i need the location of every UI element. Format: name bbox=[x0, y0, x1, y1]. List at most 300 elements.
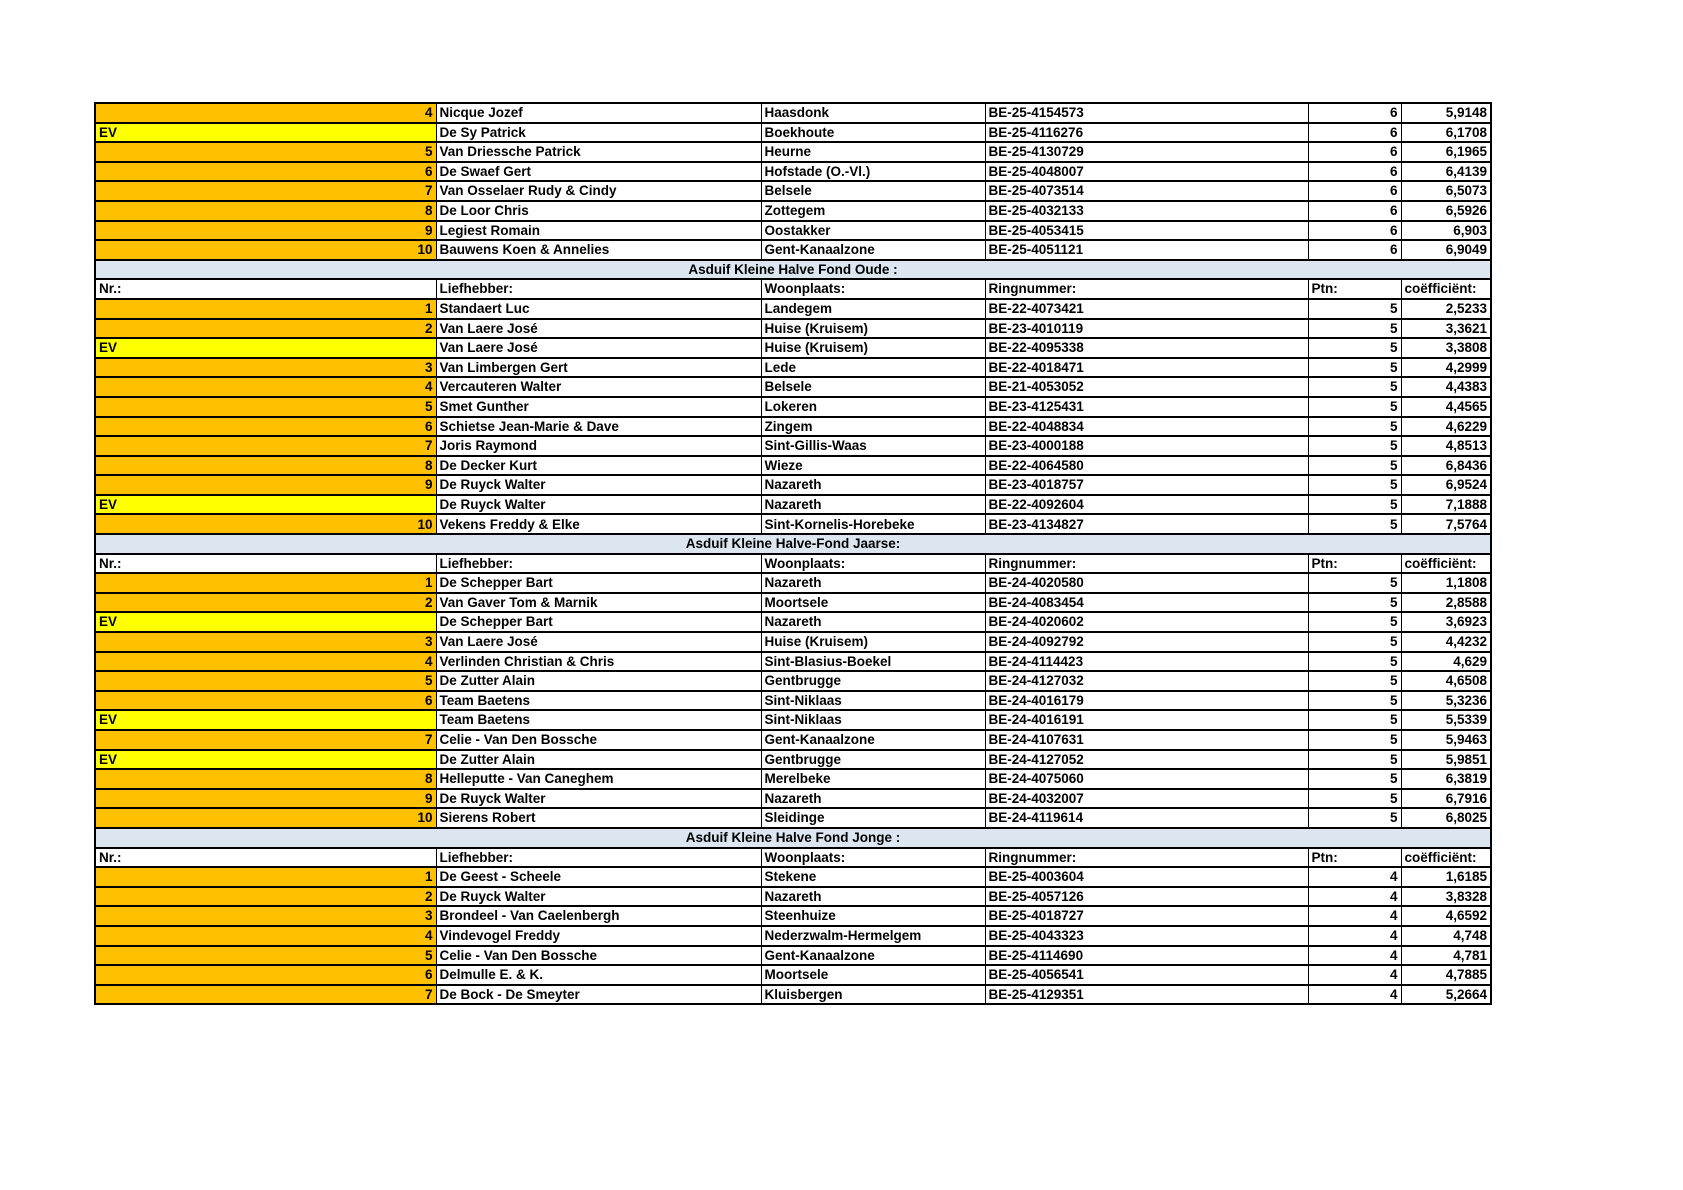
fancier-cell: De Swaef Gert bbox=[436, 162, 761, 182]
ring-number-cell: BE-25-4003604 bbox=[985, 867, 1308, 887]
points-cell: 4 bbox=[1308, 946, 1401, 966]
section-title: Asduif Kleine Halve Fond Jonge : bbox=[95, 828, 1491, 848]
points-cell: 5 bbox=[1308, 338, 1401, 358]
ring-number-cell: BE-24-4083454 bbox=[985, 593, 1308, 613]
place-cell: Kluisbergen bbox=[761, 985, 985, 1005]
ring-number-cell: BE-24-4075060 bbox=[985, 769, 1308, 789]
points-cell: 5 bbox=[1308, 789, 1401, 809]
ring-number-cell: BE-25-4130729 bbox=[985, 142, 1308, 162]
section-title: Asduif Kleine Halve Fond Oude : bbox=[95, 260, 1491, 280]
points-cell: 5 bbox=[1308, 299, 1401, 319]
table-row bbox=[95, 397, 1491, 417]
ev-cell: EV bbox=[95, 750, 436, 770]
fancier-cell: Helleputte - Van Caneghem bbox=[436, 769, 761, 789]
ring-number-cell: BE-23-4010119 bbox=[985, 319, 1308, 339]
ring-number-cell: BE-25-4056541 bbox=[985, 965, 1308, 985]
place-cell: Oostakker bbox=[761, 221, 985, 241]
place-cell: Huise (Kruisem) bbox=[761, 632, 985, 652]
column-header-woonplaats: Woonplaats: bbox=[761, 279, 985, 299]
ring-number-cell: BE-24-4119614 bbox=[985, 808, 1308, 828]
fancier-cell: De Ruyck Walter bbox=[436, 887, 761, 907]
coefficient-cell: 4,4383 bbox=[1401, 377, 1491, 397]
table-row bbox=[95, 514, 1491, 534]
ring-number-cell: BE-23-4134827 bbox=[985, 514, 1308, 534]
coefficient-cell: 1,1808 bbox=[1401, 573, 1491, 593]
ring-number-cell: BE-24-4114423 bbox=[985, 652, 1308, 672]
table-row bbox=[95, 495, 1491, 515]
points-cell: 5 bbox=[1308, 710, 1401, 730]
rank-cell: 3 bbox=[95, 906, 436, 926]
place-cell: Sint-Blasius-Boekel bbox=[761, 652, 985, 672]
points-cell: 5 bbox=[1308, 612, 1401, 632]
ev-cell: EV bbox=[95, 612, 436, 632]
table-row bbox=[95, 299, 1491, 319]
table-row bbox=[95, 730, 1491, 750]
points-cell: 5 bbox=[1308, 436, 1401, 456]
rank-cell: 2 bbox=[95, 593, 436, 613]
points-cell: 5 bbox=[1308, 358, 1401, 378]
place-cell: Wieze bbox=[761, 456, 985, 476]
fancier-cell: Smet Gunther bbox=[436, 397, 761, 417]
place-cell: Landegem bbox=[761, 299, 985, 319]
rank-cell: 6 bbox=[95, 417, 436, 437]
column-header-coefficient: coëfficiënt: bbox=[1401, 554, 1491, 574]
coefficient-cell: 6,1965 bbox=[1401, 142, 1491, 162]
column-header-ptn: Ptn: bbox=[1308, 279, 1401, 299]
points-cell: 6 bbox=[1308, 162, 1401, 182]
fancier-cell: Van Laere José bbox=[436, 319, 761, 339]
coefficient-cell: 6,8025 bbox=[1401, 808, 1491, 828]
table-row bbox=[95, 612, 1491, 632]
ring-number-cell: BE-24-4020602 bbox=[985, 612, 1308, 632]
fancier-cell: Celie - Van Den Bossche bbox=[436, 946, 761, 966]
table-row bbox=[95, 377, 1491, 397]
place-cell: Sleidinge bbox=[761, 808, 985, 828]
coefficient-cell: 3,8328 bbox=[1401, 887, 1491, 907]
coefficient-cell: 3,6923 bbox=[1401, 612, 1491, 632]
table-row bbox=[95, 358, 1491, 378]
rank-cell: 7 bbox=[95, 436, 436, 456]
section-band-row bbox=[95, 534, 1491, 554]
table-row bbox=[95, 710, 1491, 730]
rank-cell: 1 bbox=[95, 867, 436, 887]
column-header-liefhebber: Liefhebber: bbox=[436, 848, 761, 868]
coefficient-cell: 7,5764 bbox=[1401, 514, 1491, 534]
fancier-cell: De Ruyck Walter bbox=[436, 789, 761, 809]
coefficient-cell: 5,9148 bbox=[1401, 103, 1491, 123]
column-header-ptn: Ptn: bbox=[1308, 848, 1401, 868]
coefficient-cell: 4,6592 bbox=[1401, 906, 1491, 926]
ring-number-cell: BE-24-4032007 bbox=[985, 789, 1308, 809]
table-row bbox=[95, 162, 1491, 182]
place-cell: Belsele bbox=[761, 181, 985, 201]
table-row bbox=[95, 593, 1491, 613]
table-row bbox=[95, 750, 1491, 770]
coefficient-cell: 4,748 bbox=[1401, 926, 1491, 946]
fancier-cell: De Schepper Bart bbox=[436, 573, 761, 593]
fancier-cell: De Zutter Alain bbox=[436, 750, 761, 770]
place-cell: Zingem bbox=[761, 417, 985, 437]
column-header-nr: Nr.: bbox=[95, 848, 436, 868]
section-band-row bbox=[95, 260, 1491, 280]
ev-cell: EV bbox=[95, 123, 436, 143]
coefficient-cell: 4,781 bbox=[1401, 946, 1491, 966]
rank-cell: 10 bbox=[95, 808, 436, 828]
ring-number-cell: BE-22-4018471 bbox=[985, 358, 1308, 378]
fancier-cell: Schietse Jean-Marie & Dave bbox=[436, 417, 761, 437]
fancier-cell: De Zutter Alain bbox=[436, 671, 761, 691]
coefficient-cell: 4,4565 bbox=[1401, 397, 1491, 417]
place-cell: Boekhoute bbox=[761, 123, 985, 143]
table-row bbox=[95, 671, 1491, 691]
column-header-coefficient: coëfficiënt: bbox=[1401, 279, 1491, 299]
points-cell: 6 bbox=[1308, 221, 1401, 241]
coefficient-cell: 6,9524 bbox=[1401, 475, 1491, 495]
coefficient-cell: 3,3808 bbox=[1401, 338, 1491, 358]
column-header-ringnummer: Ringnummer: bbox=[985, 554, 1308, 574]
column-header-ringnummer: Ringnummer: bbox=[985, 848, 1308, 868]
ring-number-cell: BE-25-4051121 bbox=[985, 240, 1308, 260]
ring-number-cell: BE-25-4116276 bbox=[985, 123, 1308, 143]
fancier-cell: Van Laere José bbox=[436, 338, 761, 358]
points-cell: 5 bbox=[1308, 417, 1401, 437]
rank-cell: 6 bbox=[95, 965, 436, 985]
table-row bbox=[95, 436, 1491, 456]
coefficient-cell: 6,5926 bbox=[1401, 201, 1491, 221]
place-cell: Zottegem bbox=[761, 201, 985, 221]
fancier-cell: De Decker Kurt bbox=[436, 456, 761, 476]
points-cell: 4 bbox=[1308, 867, 1401, 887]
table-row bbox=[95, 887, 1491, 907]
place-cell: Nazareth bbox=[761, 789, 985, 809]
points-cell: 4 bbox=[1308, 906, 1401, 926]
points-cell: 5 bbox=[1308, 319, 1401, 339]
fancier-cell: De Ruyck Walter bbox=[436, 495, 761, 515]
place-cell: Lokeren bbox=[761, 397, 985, 417]
rank-cell: 5 bbox=[95, 142, 436, 162]
ring-number-cell: BE-22-4064580 bbox=[985, 456, 1308, 476]
points-cell: 5 bbox=[1308, 573, 1401, 593]
coefficient-cell: 5,3236 bbox=[1401, 691, 1491, 711]
ring-number-cell: BE-22-4092604 bbox=[985, 495, 1308, 515]
place-cell: Huise (Kruisem) bbox=[761, 338, 985, 358]
points-cell: 5 bbox=[1308, 730, 1401, 750]
table-row bbox=[95, 475, 1491, 495]
place-cell: Nazareth bbox=[761, 887, 985, 907]
coefficient-cell: 4,8513 bbox=[1401, 436, 1491, 456]
points-cell: 5 bbox=[1308, 397, 1401, 417]
fancier-cell: Van Gaver Tom & Marnik bbox=[436, 593, 761, 613]
table-row bbox=[95, 946, 1491, 966]
ring-number-cell: BE-25-4154573 bbox=[985, 103, 1308, 123]
column-header-liefhebber: Liefhebber: bbox=[436, 554, 761, 574]
points-cell: 5 bbox=[1308, 475, 1401, 495]
rank-cell: 7 bbox=[95, 985, 436, 1005]
points-cell: 5 bbox=[1308, 377, 1401, 397]
fancier-cell: Van Driessche Patrick bbox=[436, 142, 761, 162]
coefficient-cell: 2,5233 bbox=[1401, 299, 1491, 319]
table-row bbox=[95, 201, 1491, 221]
ring-number-cell: BE-21-4053052 bbox=[985, 377, 1308, 397]
ring-number-cell: BE-25-4053415 bbox=[985, 221, 1308, 241]
ring-number-cell: BE-24-4092792 bbox=[985, 632, 1308, 652]
table-row bbox=[95, 769, 1491, 789]
place-cell: Hofstade (O.-Vl.) bbox=[761, 162, 985, 182]
place-cell: Nederzwalm-Hermelgem bbox=[761, 926, 985, 946]
column-header-ptn: Ptn: bbox=[1308, 554, 1401, 574]
place-cell: Sint-Niklaas bbox=[761, 710, 985, 730]
rank-cell: 4 bbox=[95, 652, 436, 672]
ev-cell: EV bbox=[95, 338, 436, 358]
fancier-cell: De Sy Patrick bbox=[436, 123, 761, 143]
place-cell: Gentbrugge bbox=[761, 671, 985, 691]
rank-cell: 2 bbox=[95, 319, 436, 339]
coefficient-cell: 2,8588 bbox=[1401, 593, 1491, 613]
coefficient-cell: 4,6229 bbox=[1401, 417, 1491, 437]
column-header-liefhebber: Liefhebber: bbox=[436, 279, 761, 299]
rank-cell: 7 bbox=[95, 181, 436, 201]
fancier-cell: Van Limbergen Gert bbox=[436, 358, 761, 378]
fancier-cell: Van Osselaer Rudy & Cindy bbox=[436, 181, 761, 201]
rank-cell: 6 bbox=[95, 691, 436, 711]
coefficient-cell: 6,9049 bbox=[1401, 240, 1491, 260]
ring-number-cell: BE-24-4127032 bbox=[985, 671, 1308, 691]
place-cell: Haasdonk bbox=[761, 103, 985, 123]
ring-number-cell: BE-25-4032133 bbox=[985, 201, 1308, 221]
coefficient-cell: 5,2664 bbox=[1401, 985, 1491, 1005]
points-cell: 6 bbox=[1308, 142, 1401, 162]
place-cell: Stekene bbox=[761, 867, 985, 887]
place-cell: Gent-Kanaalzone bbox=[761, 946, 985, 966]
coefficient-cell: 4,6508 bbox=[1401, 671, 1491, 691]
column-header-row bbox=[95, 554, 1491, 574]
column-header-woonplaats: Woonplaats: bbox=[761, 554, 985, 574]
rank-cell: 5 bbox=[95, 946, 436, 966]
results-table bbox=[94, 102, 1492, 1005]
coefficient-cell: 4,2999 bbox=[1401, 358, 1491, 378]
column-header-ringnummer: Ringnummer: bbox=[985, 279, 1308, 299]
column-header-nr: Nr.: bbox=[95, 554, 436, 574]
table-row bbox=[95, 456, 1491, 476]
ring-number-cell: BE-24-4016179 bbox=[985, 691, 1308, 711]
table-row bbox=[95, 808, 1491, 828]
table-row bbox=[95, 319, 1491, 339]
rank-cell: 6 bbox=[95, 162, 436, 182]
fancier-cell: Vekens Freddy & Elke bbox=[436, 514, 761, 534]
coefficient-cell: 6,3819 bbox=[1401, 769, 1491, 789]
coefficient-cell: 5,9851 bbox=[1401, 750, 1491, 770]
place-cell: Lede bbox=[761, 358, 985, 378]
coefficient-cell: 3,3621 bbox=[1401, 319, 1491, 339]
column-header-row bbox=[95, 848, 1491, 868]
coefficient-cell: 6,7916 bbox=[1401, 789, 1491, 809]
table-row bbox=[95, 906, 1491, 926]
fancier-cell: Joris Raymond bbox=[436, 436, 761, 456]
fancier-cell: Verlinden Christian & Chris bbox=[436, 652, 761, 672]
rank-cell: 5 bbox=[95, 397, 436, 417]
points-cell: 5 bbox=[1308, 691, 1401, 711]
ring-number-cell: BE-25-4057126 bbox=[985, 887, 1308, 907]
points-cell: 5 bbox=[1308, 514, 1401, 534]
column-header-nr: Nr.: bbox=[95, 279, 436, 299]
place-cell: Nazareth bbox=[761, 475, 985, 495]
rank-cell: 7 bbox=[95, 730, 436, 750]
points-cell: 5 bbox=[1308, 769, 1401, 789]
ring-number-cell: BE-22-4073421 bbox=[985, 299, 1308, 319]
ev-cell: EV bbox=[95, 495, 436, 515]
points-cell: 6 bbox=[1308, 181, 1401, 201]
table-row bbox=[95, 338, 1491, 358]
coefficient-cell: 7,1888 bbox=[1401, 495, 1491, 515]
place-cell: Gentbrugge bbox=[761, 750, 985, 770]
rank-cell: 9 bbox=[95, 475, 436, 495]
fancier-cell: Legiest Romain bbox=[436, 221, 761, 241]
rank-cell: 2 bbox=[95, 887, 436, 907]
column-header-woonplaats: Woonplaats: bbox=[761, 848, 985, 868]
table-row bbox=[95, 985, 1491, 1005]
fancier-cell: Team Baetens bbox=[436, 710, 761, 730]
place-cell: Moortsele bbox=[761, 593, 985, 613]
rank-cell: 8 bbox=[95, 456, 436, 476]
ring-number-cell: BE-23-4000188 bbox=[985, 436, 1308, 456]
table-row bbox=[95, 652, 1491, 672]
place-cell: Huise (Kruisem) bbox=[761, 319, 985, 339]
ring-number-cell: BE-22-4048834 bbox=[985, 417, 1308, 437]
place-cell: Nazareth bbox=[761, 573, 985, 593]
rank-cell: 1 bbox=[95, 299, 436, 319]
rank-cell: 9 bbox=[95, 789, 436, 809]
points-cell: 5 bbox=[1308, 495, 1401, 515]
coefficient-cell: 4,7885 bbox=[1401, 965, 1491, 985]
place-cell: Nazareth bbox=[761, 495, 985, 515]
points-cell: 5 bbox=[1308, 671, 1401, 691]
table-row bbox=[95, 632, 1491, 652]
table-row bbox=[95, 240, 1491, 260]
rank-cell: 1 bbox=[95, 573, 436, 593]
coefficient-cell: 5,9463 bbox=[1401, 730, 1491, 750]
ring-number-cell: BE-24-4127052 bbox=[985, 750, 1308, 770]
rank-cell: 5 bbox=[95, 671, 436, 691]
fancier-cell: Standaert Luc bbox=[436, 299, 761, 319]
table-row bbox=[95, 417, 1491, 437]
fancier-cell: De Loor Chris bbox=[436, 201, 761, 221]
fancier-cell: Vindevogel Freddy bbox=[436, 926, 761, 946]
results-table-body bbox=[95, 103, 1491, 1004]
column-header-coefficient: coëfficiënt: bbox=[1401, 848, 1491, 868]
coefficient-cell: 6,8436 bbox=[1401, 456, 1491, 476]
rank-cell: 3 bbox=[95, 358, 436, 378]
section-band-row bbox=[95, 828, 1491, 848]
place-cell: Sint-Niklaas bbox=[761, 691, 985, 711]
fancier-cell: De Ruyck Walter bbox=[436, 475, 761, 495]
coefficient-cell: 4,629 bbox=[1401, 652, 1491, 672]
rank-cell: 8 bbox=[95, 769, 436, 789]
points-cell: 4 bbox=[1308, 887, 1401, 907]
table-row bbox=[95, 123, 1491, 143]
rank-cell: 4 bbox=[95, 377, 436, 397]
fancier-cell: De Bock - De Smeyter bbox=[436, 985, 761, 1005]
fancier-cell: Delmulle E. & K. bbox=[436, 965, 761, 985]
fancier-cell: Nicque Jozef bbox=[436, 103, 761, 123]
place-cell: Moortsele bbox=[761, 965, 985, 985]
points-cell: 6 bbox=[1308, 240, 1401, 260]
points-cell: 6 bbox=[1308, 103, 1401, 123]
points-cell: 5 bbox=[1308, 808, 1401, 828]
fancier-cell: Van Laere José bbox=[436, 632, 761, 652]
fancier-cell: Vercauteren Walter bbox=[436, 377, 761, 397]
coefficient-cell: 1,6185 bbox=[1401, 867, 1491, 887]
table-row bbox=[95, 103, 1491, 123]
points-cell: 4 bbox=[1308, 985, 1401, 1005]
fancier-cell: Bauwens Koen & Annelies bbox=[436, 240, 761, 260]
table-row bbox=[95, 573, 1491, 593]
place-cell: Gent-Kanaalzone bbox=[761, 240, 985, 260]
points-cell: 4 bbox=[1308, 926, 1401, 946]
column-header-row bbox=[95, 279, 1491, 299]
points-cell: 5 bbox=[1308, 632, 1401, 652]
ring-number-cell: BE-25-4018727 bbox=[985, 906, 1308, 926]
table-row bbox=[95, 221, 1491, 241]
table-row bbox=[95, 789, 1491, 809]
ring-number-cell: BE-25-4129351 bbox=[985, 985, 1308, 1005]
coefficient-cell: 6,5073 bbox=[1401, 181, 1491, 201]
table-row bbox=[95, 142, 1491, 162]
ring-number-cell: BE-25-4048007 bbox=[985, 162, 1308, 182]
place-cell: Nazareth bbox=[761, 612, 985, 632]
points-cell: 5 bbox=[1308, 456, 1401, 476]
ring-number-cell: BE-24-4020580 bbox=[985, 573, 1308, 593]
place-cell: Merelbeke bbox=[761, 769, 985, 789]
coefficient-cell: 6,1708 bbox=[1401, 123, 1491, 143]
place-cell: Belsele bbox=[761, 377, 985, 397]
points-cell: 6 bbox=[1308, 201, 1401, 221]
points-cell: 5 bbox=[1308, 652, 1401, 672]
ring-number-cell: BE-24-4016191 bbox=[985, 710, 1308, 730]
rank-cell: 4 bbox=[95, 103, 436, 123]
ring-number-cell: BE-23-4018757 bbox=[985, 475, 1308, 495]
table-row bbox=[95, 926, 1491, 946]
ring-number-cell: BE-24-4107631 bbox=[985, 730, 1308, 750]
ring-number-cell: BE-25-4043323 bbox=[985, 926, 1308, 946]
ring-number-cell: BE-23-4125431 bbox=[985, 397, 1308, 417]
place-cell: Steenhuize bbox=[761, 906, 985, 926]
fancier-cell: De Schepper Bart bbox=[436, 612, 761, 632]
ring-number-cell: BE-25-4114690 bbox=[985, 946, 1308, 966]
fancier-cell: Brondeel - Van Caelenbergh bbox=[436, 906, 761, 926]
ring-number-cell: BE-22-4095338 bbox=[985, 338, 1308, 358]
fancier-cell: Celie - Van Den Bossche bbox=[436, 730, 761, 750]
table-row bbox=[95, 691, 1491, 711]
points-cell: 4 bbox=[1308, 965, 1401, 985]
fancier-cell: De Geest - Scheele bbox=[436, 867, 761, 887]
place-cell: Heurne bbox=[761, 142, 985, 162]
table-row bbox=[95, 181, 1491, 201]
fancier-cell: Team Baetens bbox=[436, 691, 761, 711]
rank-cell: 3 bbox=[95, 632, 436, 652]
ring-number-cell: BE-25-4073514 bbox=[985, 181, 1308, 201]
rank-cell: 10 bbox=[95, 514, 436, 534]
points-cell: 6 bbox=[1308, 123, 1401, 143]
place-cell: Sint-Kornelis-Horebeke bbox=[761, 514, 985, 534]
place-cell: Gent-Kanaalzone bbox=[761, 730, 985, 750]
rank-cell: 9 bbox=[95, 221, 436, 241]
fancier-cell: Sierens Robert bbox=[436, 808, 761, 828]
coefficient-cell: 6,903 bbox=[1401, 221, 1491, 241]
rank-cell: 4 bbox=[95, 926, 436, 946]
place-cell: Sint-Gillis-Waas bbox=[761, 436, 985, 456]
coefficient-cell: 4,4232 bbox=[1401, 632, 1491, 652]
points-cell: 5 bbox=[1308, 593, 1401, 613]
